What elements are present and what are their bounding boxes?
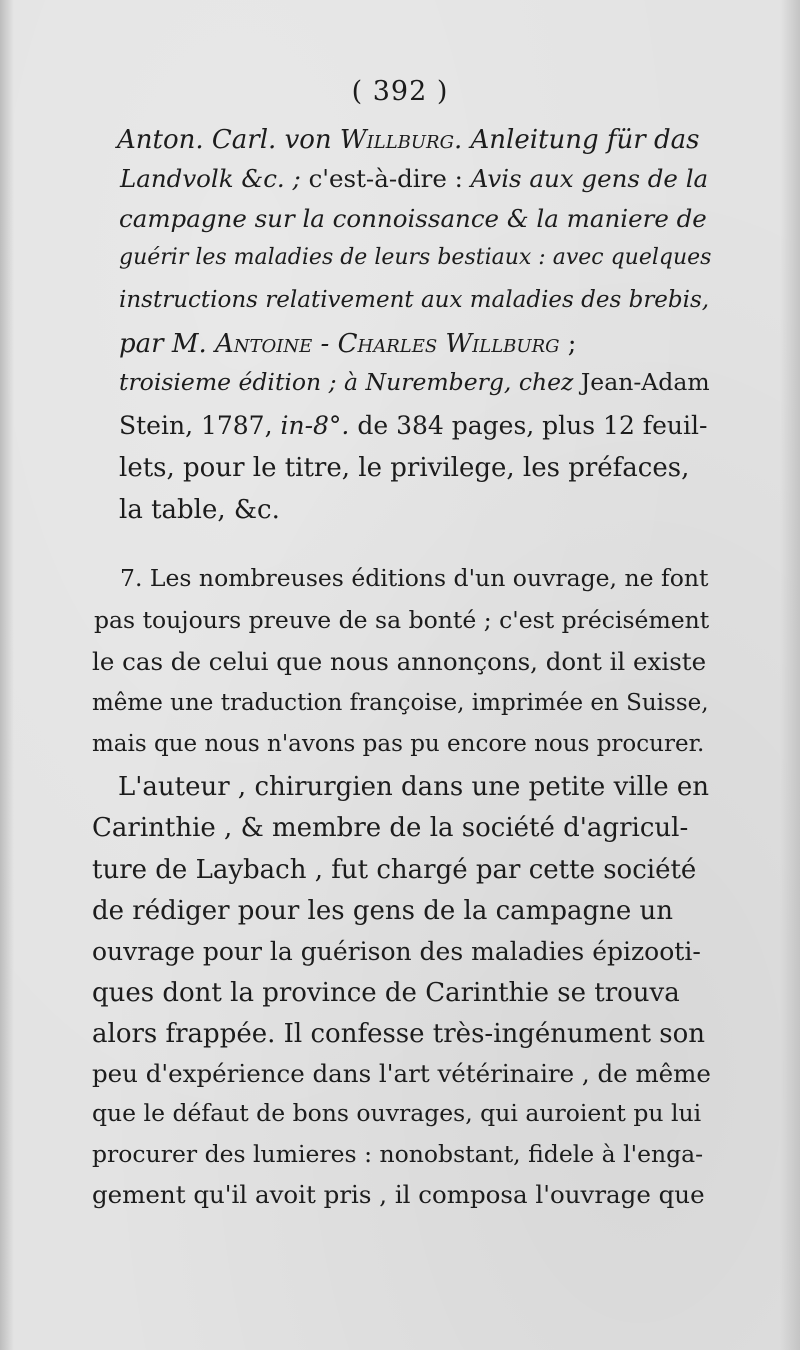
entry7-line-10: ouvrage pour la guérison des maladies épizooti- xyxy=(92,937,701,966)
page-number: ( 392 ) xyxy=(351,76,449,107)
entry6-line-4: guérir les maladies de leurs bestiaux : avec quelques xyxy=(119,245,712,270)
entry6-line-9: lets, pour le titre, le privilege, les préfaces, xyxy=(119,453,690,483)
entry7-line-15: procurer des lumieres : nonobstant, fidele à l'enga- xyxy=(92,1140,704,1168)
entry7-line-3: le cas de celui que nous annonçons, dont il existe xyxy=(92,647,707,676)
entry7-line-2: pas toujours preuve de sa bonté ; c'est précisément xyxy=(94,606,710,634)
entry7-line-14: que le défaut de bons ouvrages, qui auroient pu lui xyxy=(92,1099,702,1127)
entry7-line-5: mais que nous n'avons pas pu encore nous procurer. xyxy=(92,731,705,757)
entry7-line-7: Carinthie , & membre de la société d'agricul- xyxy=(92,813,689,843)
entry7-line-13: peu d'expérience dans l'art vétérinaire , de même xyxy=(92,1059,711,1088)
entry7-line-16: gement qu'il avoit pris , il composa l'ouvrage que xyxy=(92,1180,705,1209)
entry6-line-5: instructions relativement aux maladies des brebis, xyxy=(119,287,710,313)
entry6-line-8: Stein, 1787, in-8°. de 384 pages, plus 12 feuil- xyxy=(119,411,708,440)
entry7-line-8: ture de Laybach , fut chargé par cette société xyxy=(92,855,697,885)
entry7-line-6: L'auteur , chirurgien dans une petite ville en xyxy=(118,772,709,802)
page-edge-shadow-left xyxy=(0,0,14,1350)
entry7-line-9: de rédiger pour les gens de la campagne un xyxy=(92,896,673,926)
entry7-line-4: même une traduction françoise, imprimée en Suisse, xyxy=(92,690,709,716)
entry6-line-6: par M. Antoine - Charles Willburg ; xyxy=(119,329,577,359)
entry7-line-1: 7. Les nombreuses éditions d'un ouvrage, ne font xyxy=(120,564,709,592)
entry6-line-1: Anton. Carl. von Willburg. Anleitung für das xyxy=(117,125,700,155)
entry7-line-12: alors frappée. Il confesse très-ingénument son xyxy=(92,1019,706,1049)
entry6-line-7: troisieme édition ; à Nuremberg, chez Jean-Adam xyxy=(119,368,710,396)
page-edge-shadow-right xyxy=(780,0,800,1350)
entry6-line-10: la table, &c. xyxy=(119,495,280,525)
entry6-line-2: Landvolk &c. ; c'est-à-dire : Avis aux gens de la xyxy=(120,164,709,193)
entry6-line-3: campagne sur la connoissance & la maniere de xyxy=(119,204,707,233)
entry7-line-11: ques dont la province de Carinthie se trouva xyxy=(92,978,680,1008)
